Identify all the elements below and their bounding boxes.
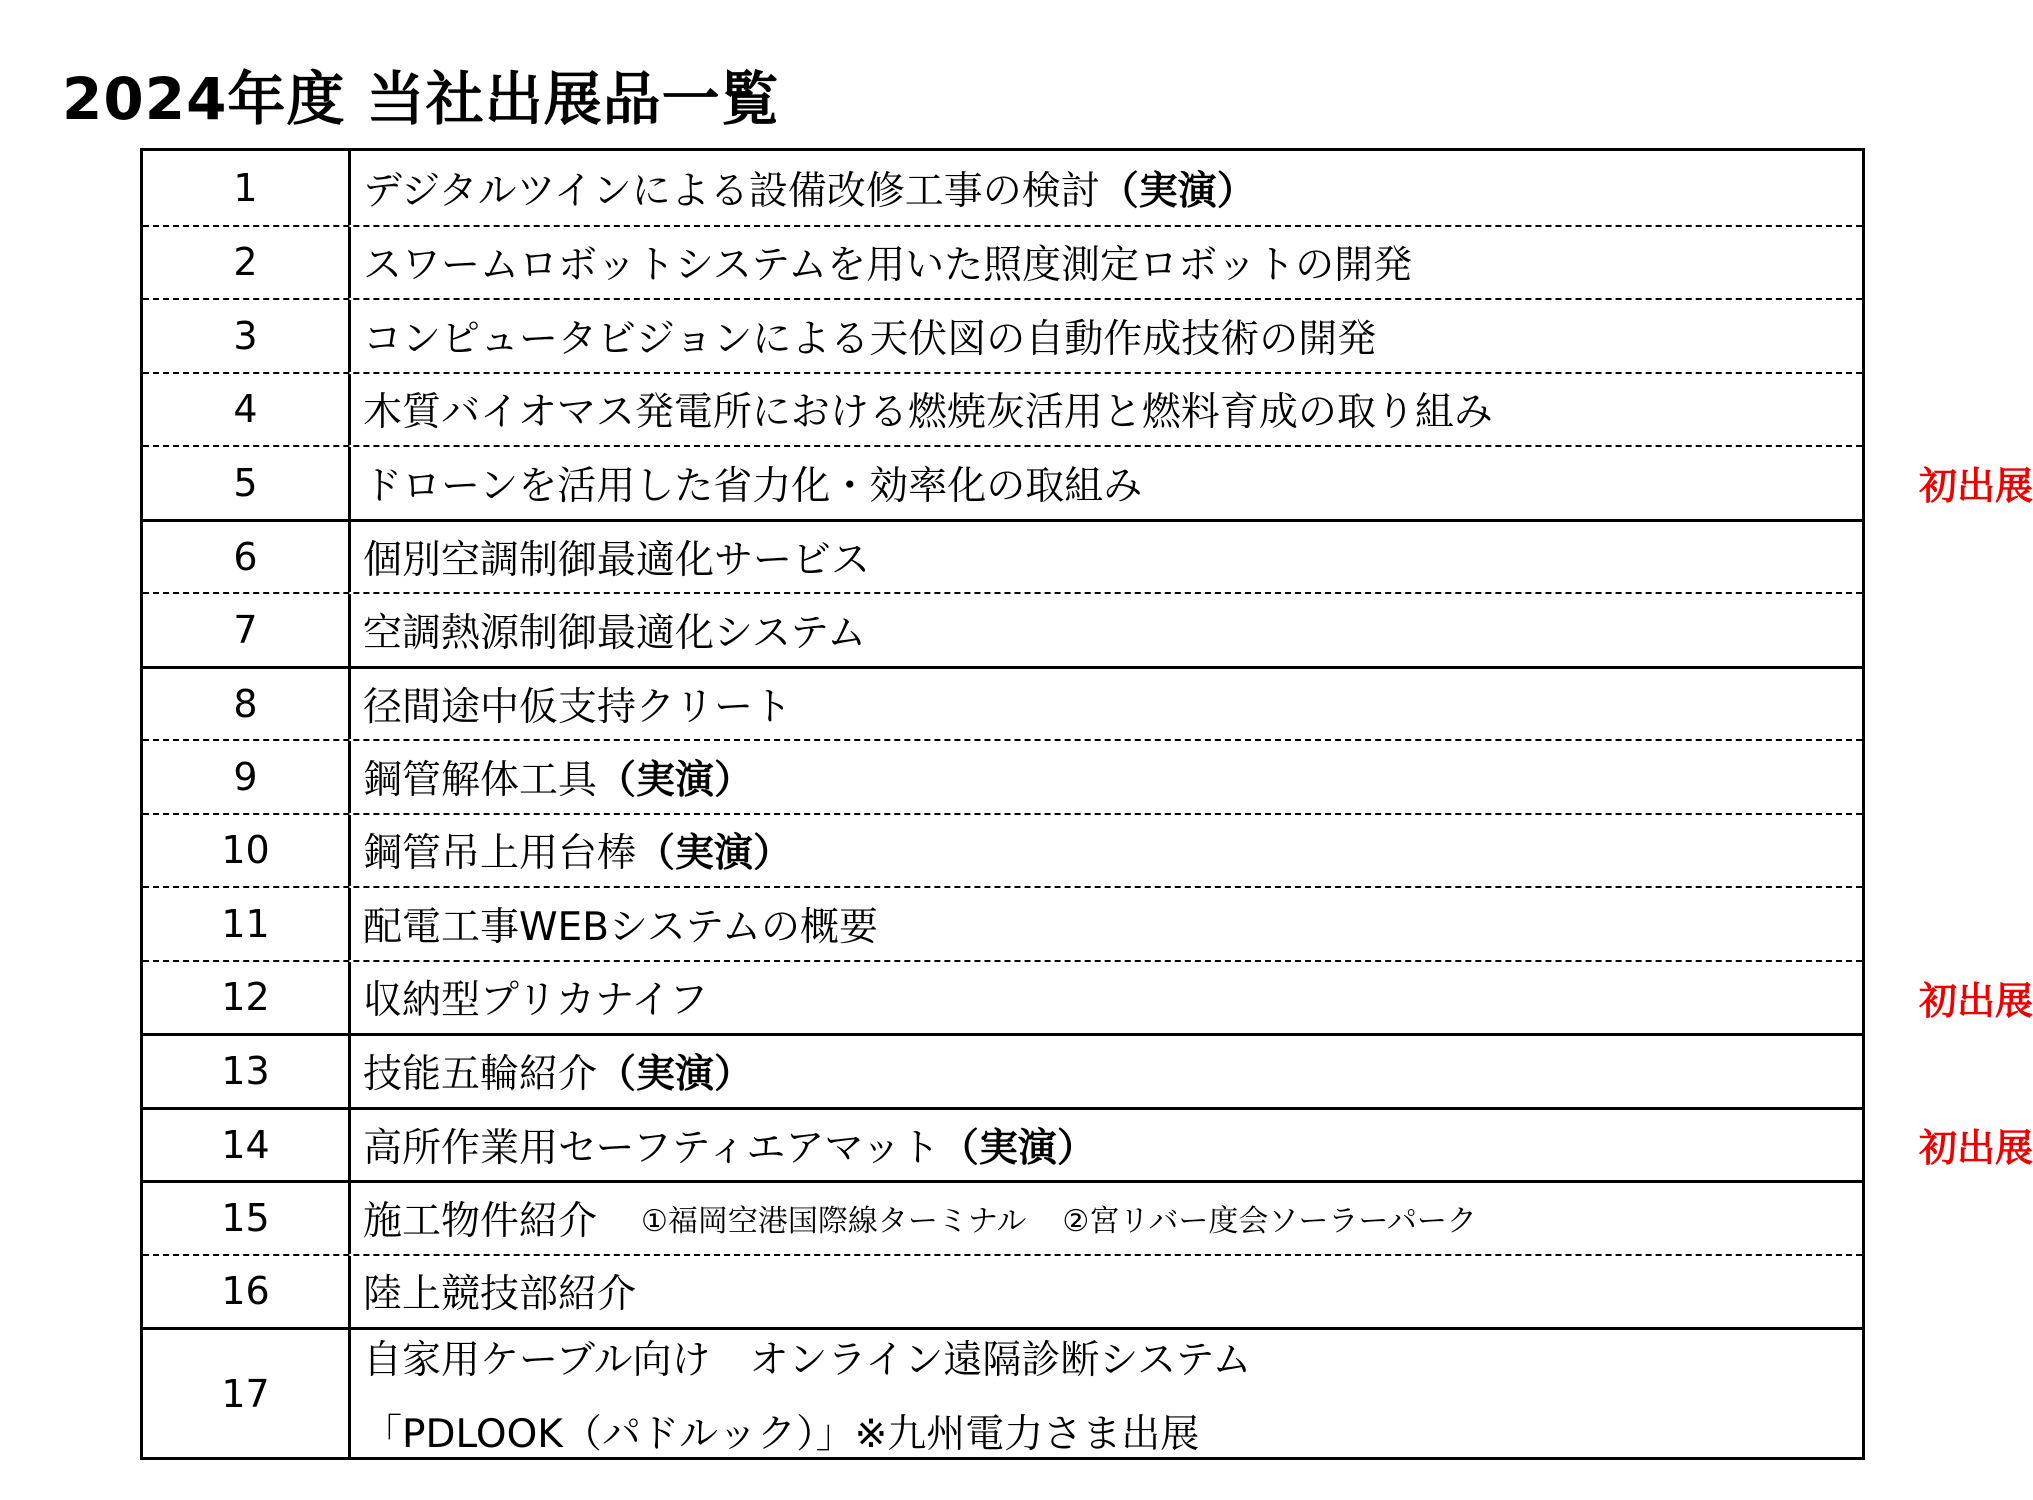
page-title: 2024年度 当社出展品一覧 — [62, 65, 780, 133]
row-number: 11 — [143, 888, 351, 960]
exhibit-text: デジタルツインによる設備改修工事の検討 — [363, 168, 1100, 214]
exhibit-name — [351, 522, 1862, 593]
exhibit-name — [351, 1183, 1862, 1254]
row-number: 6 — [143, 522, 351, 593]
row-number: 1 — [143, 151, 351, 225]
table-row — [143, 739, 1862, 813]
exhibit-name — [351, 669, 1862, 740]
exhibit-text: 鋼管解体工具 — [363, 757, 598, 803]
exhibit-text: 施工物件紹介 — [363, 1199, 598, 1245]
exhibit-text: 木質バイオマス発電所における燃焼灰活用と燃料育成の取り組み — [363, 390, 1493, 436]
row-number: 3 — [143, 300, 351, 372]
exhibit-text: 配電工事WEBシステムの概要 — [363, 904, 879, 950]
exhibit-name — [351, 888, 1862, 960]
exhibit-text: 収納型プリカナイフ — [363, 978, 709, 1024]
demo-label: （実演） — [636, 831, 793, 877]
exhibit-table — [140, 148, 2033, 1460]
exhibit-text: スワームロボットシステムを用いた照度測定ロボットの開発 — [363, 243, 1413, 289]
table-row — [143, 445, 2033, 519]
row-number: 8 — [143, 669, 351, 740]
exhibit-text: 径間途中仮支持クリート — [363, 684, 793, 730]
table-row — [143, 1107, 2033, 1181]
exhibit-text-line1: 自家用ケーブル向け オンライン遠隔診断システム — [363, 1337, 1252, 1383]
exhibit-name — [351, 741, 1862, 813]
row-number: 7 — [143, 594, 351, 666]
table-row — [143, 666, 1862, 740]
row-number: 13 — [143, 1036, 351, 1107]
exhibit-name — [351, 1110, 2033, 1181]
exhibit-name — [351, 1256, 1862, 1328]
exhibit-text: 個別空調制御最適化サービス — [363, 537, 871, 583]
table-row — [143, 298, 1862, 372]
table-row — [143, 225, 1862, 299]
exhibit-text-line2: 「PDLOOK（パドルック）」※九州電力さま出展 — [363, 1411, 1200, 1457]
row-number: 17 — [143, 1330, 351, 1457]
row-number: 14 — [143, 1110, 351, 1181]
exhibit-name — [351, 227, 1862, 299]
table-row — [143, 1327, 1862, 1457]
project-1: ①福岡空港国際線ターミナル — [641, 1204, 1027, 1240]
exhibit-name — [351, 594, 1862, 666]
exhibit-name — [351, 1330, 1862, 1457]
row-number: 16 — [143, 1256, 351, 1328]
first-exhibit-badge: 初出展 — [1918, 464, 2033, 509]
exhibit-name — [351, 300, 1862, 372]
demo-label: （実演） — [939, 1125, 1096, 1171]
exhibit-name — [351, 962, 2033, 1034]
table-row — [143, 592, 1862, 666]
exhibit-name — [351, 815, 1862, 887]
exhibit-name — [351, 447, 2033, 519]
exhibit-text: 鋼管吊上用台棒 — [363, 831, 637, 877]
table-row — [143, 372, 1862, 446]
row-number: 4 — [143, 374, 351, 446]
table-row — [143, 886, 1862, 960]
exhibit-name — [351, 151, 1862, 225]
first-exhibit-badge: 初出展 — [1918, 1126, 2033, 1171]
project-2: ②宮リバー度会ソーラーパーク — [1062, 1204, 1477, 1240]
exhibit-text: 技能五輪紹介 — [363, 1052, 598, 1098]
table-row — [143, 1180, 1862, 1254]
exhibit-name — [351, 1036, 1862, 1107]
demo-label: （実演） — [597, 757, 754, 803]
exhibit-text: ドローンを活用した省力化・効率化の取組み — [363, 463, 1143, 509]
exhibit-name — [351, 374, 1862, 446]
row-number: 9 — [143, 741, 351, 813]
first-exhibit-badge: 初出展 — [1918, 978, 2033, 1023]
row-number: 15 — [143, 1183, 351, 1254]
row-number: 2 — [143, 227, 351, 299]
table-row — [143, 1033, 1862, 1107]
exhibit-text: 空調熱源制御最適化システム — [363, 610, 867, 656]
demo-label: （実演） — [1099, 168, 1256, 214]
row-number: 12 — [143, 962, 351, 1034]
table-row — [143, 813, 1862, 887]
demo-label: （実演） — [597, 1052, 754, 1098]
exhibit-text: コンピュータビジョンによる天伏図の自動作成技術の開発 — [363, 316, 1377, 362]
row-number: 5 — [143, 447, 351, 519]
exhibit-text: 高所作業用セーフティエアマット — [363, 1125, 940, 1171]
table-row — [143, 1254, 1862, 1328]
row-number: 10 — [143, 815, 351, 887]
table-row — [143, 519, 1862, 593]
table-row — [143, 960, 2033, 1034]
exhibit-text: 陸上競技部紹介 — [363, 1272, 637, 1318]
table-row — [143, 151, 1862, 225]
